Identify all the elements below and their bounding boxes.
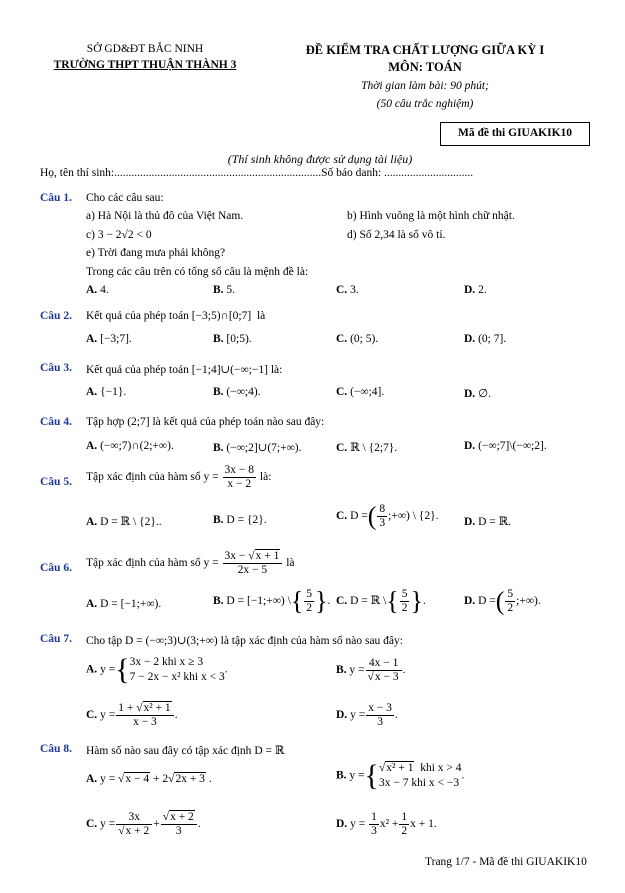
- q4-option-b[interactable]: B. (−∞;2]∪(7;+∞).: [213, 442, 302, 454]
- q5-option-d[interactable]: D. D = ℝ.: [464, 516, 512, 528]
- q6-option-b[interactable]: B. D = [−1;+∞) \{ $\frac{5}{2}$ }.: [213, 586, 331, 616]
- q7-option-d[interactable]: D. y = $\frac{x - 3}{3}$ .: [336, 702, 398, 728]
- q1-option-a[interactable]: A. 4.: [86, 284, 109, 296]
- q1-item-e: e) Trời đang mưa phải không?: [86, 247, 226, 259]
- q4-option-c[interactable]: C. ℝ \ {2;7}.: [336, 442, 398, 454]
- exam-note: (Thí sinh không được sử dụng tài liệu): [227, 152, 413, 166]
- q7-number: Câu 7.: [40, 633, 72, 645]
- q2-number: Câu 2.: [40, 310, 72, 322]
- page-footer: Trang 1/7 - Mã đề thi GIUAKIK10: [425, 856, 587, 868]
- q8-stem: Hàm số nào sau đây có tập xác định D = ℝ: [86, 745, 285, 757]
- department: SỞ GD&ĐT BẮC NINH: [86, 43, 204, 55]
- q1-item-a: a) Hà Nội là thủ đô của Việt Nam.: [86, 210, 244, 222]
- q6-stem: Tập xác định của hàm số y = $\frac{3x - √x + 1}{2x - 5}$ là: [86, 549, 295, 576]
- exam-title: ĐỀ KIỂM TRA CHẤT LƯỢNG GIỮA KỲ I: [305, 43, 545, 57]
- q8-number: Câu 8.: [40, 743, 72, 755]
- q1-item-c: c) 3 − 2√2 < 0: [86, 229, 152, 241]
- q6-option-a[interactable]: A. D = [−1;+∞).: [86, 598, 162, 610]
- q8-option-c[interactable]: C. y = $\frac{3x}{√x + 2}$ + $\frac{√x + 2}{3}$ .: [86, 811, 201, 837]
- q2-option-b[interactable]: B. [0;5).: [213, 333, 252, 345]
- q2-option-a[interactable]: A. [−3;7].: [86, 333, 132, 345]
- q5-option-b[interactable]: B. D = {2}.: [213, 514, 267, 526]
- q3-stem: Kết quả của phép toán [−1;4]∪(−∞;−1] là:: [86, 364, 283, 376]
- q1-ask: Trong các câu trên có tổng số câu là mệnh đề là:: [86, 266, 309, 278]
- q3-option-c[interactable]: C. (−∞;4].: [336, 386, 385, 398]
- q3-number: Câu 3.: [40, 362, 72, 374]
- question-count: (50 câu trắc nghiệm): [376, 98, 474, 110]
- q3-option-a[interactable]: A. {−1}.: [86, 386, 127, 398]
- q1-option-c[interactable]: C. 3.: [336, 284, 359, 296]
- q5-number: Câu 5.: [40, 476, 72, 488]
- school-name: TRƯỜNG THPT THUẬN THÀNH 3: [53, 59, 237, 71]
- q5-stem: Tập xác định của hàm số y = $\frac{3x - 8}{x - 2}$ là:: [86, 463, 272, 490]
- q8-option-a[interactable]: A. y = √x − 4 + 2√2x + 3 .: [86, 773, 212, 785]
- q7-option-a[interactable]: A. y ={ 3x − 2 khi x ≥ 3 7 − 2x − x² khi x < 3 .: [86, 653, 228, 686]
- q5-option-c[interactable]: C. D =( $\frac{8}{3}$ ;+∞) \ {2}.: [336, 501, 439, 531]
- q1-item-d: d) Số 2,34 là số vô tỉ.: [347, 229, 446, 241]
- q1-number: Câu 1.: [40, 192, 72, 204]
- exam-code-box: Mã đề thi GIUAKIK10: [440, 122, 590, 146]
- q3-option-b[interactable]: B. (−∞;4).: [213, 386, 261, 398]
- q7-option-c[interactable]: C. y = $\frac{\text{1 + √x² + 1}}{x - 3}$ .: [86, 702, 178, 728]
- q7-stem: Cho tập D = (−∞;3)∪(3;+∞) là tập xác định của hàm số nào sau đây:: [86, 635, 403, 647]
- q2-option-d[interactable]: D. (0; 7].: [464, 333, 507, 345]
- q5-option-a[interactable]: A. D = ℝ \ {2}..: [86, 516, 162, 528]
- q2-stem: Kết quả của phép toán [−3;5)∩[0;7] là: [86, 310, 266, 322]
- q7-option-b[interactable]: B. y = $\frac{4x - 1}{√x - 3}$ .: [336, 657, 406, 683]
- q4-option-d[interactable]: D. (−∞;7]\(−∞;2].: [464, 440, 547, 452]
- q6-number: Câu 6.: [40, 562, 72, 574]
- q3-option-d[interactable]: D. ∅.: [464, 388, 491, 400]
- q8-option-d[interactable]: D. y = $\frac{1}{3}$ x² + $\frac{1}{2}$ x + 1.: [336, 811, 437, 837]
- exam-time: Thời gian làm bài: 90 phút;: [361, 80, 489, 92]
- q1-option-d[interactable]: D. 2.: [464, 284, 487, 296]
- q4-stem: Tập hợp (2;7] là kết quả của phép toán nào sau đây:: [86, 416, 325, 428]
- q8-option-b[interactable]: B. y ={ √x² + 1 khi x > 4 3x − 7 khi x < −3 .: [336, 759, 465, 792]
- q6-option-d[interactable]: D. D =( $\frac{5}{2}$ ;+∞).: [464, 586, 541, 616]
- q1-option-b[interactable]: B. 5.: [213, 284, 236, 296]
- candidate-line: Họ, tên thí sinh:........................................................................Số báo danh: ...............................: [40, 167, 474, 179]
- q1-item-b: b) Hình vuông là một hình chữ nhật.: [347, 210, 515, 222]
- q2-option-c[interactable]: C. (0; 5).: [336, 333, 379, 345]
- q6-option-c[interactable]: C. D = ℝ \{ $\frac{5}{2}$ }.: [336, 586, 426, 616]
- exam-subject: MÔN: TOÁN: [388, 60, 462, 74]
- q4-number: Câu 4.: [40, 416, 72, 428]
- q1-stem: Cho các câu sau:: [86, 192, 164, 204]
- q4-option-a[interactable]: A. (−∞;7)∩(2;+∞).: [86, 440, 174, 452]
